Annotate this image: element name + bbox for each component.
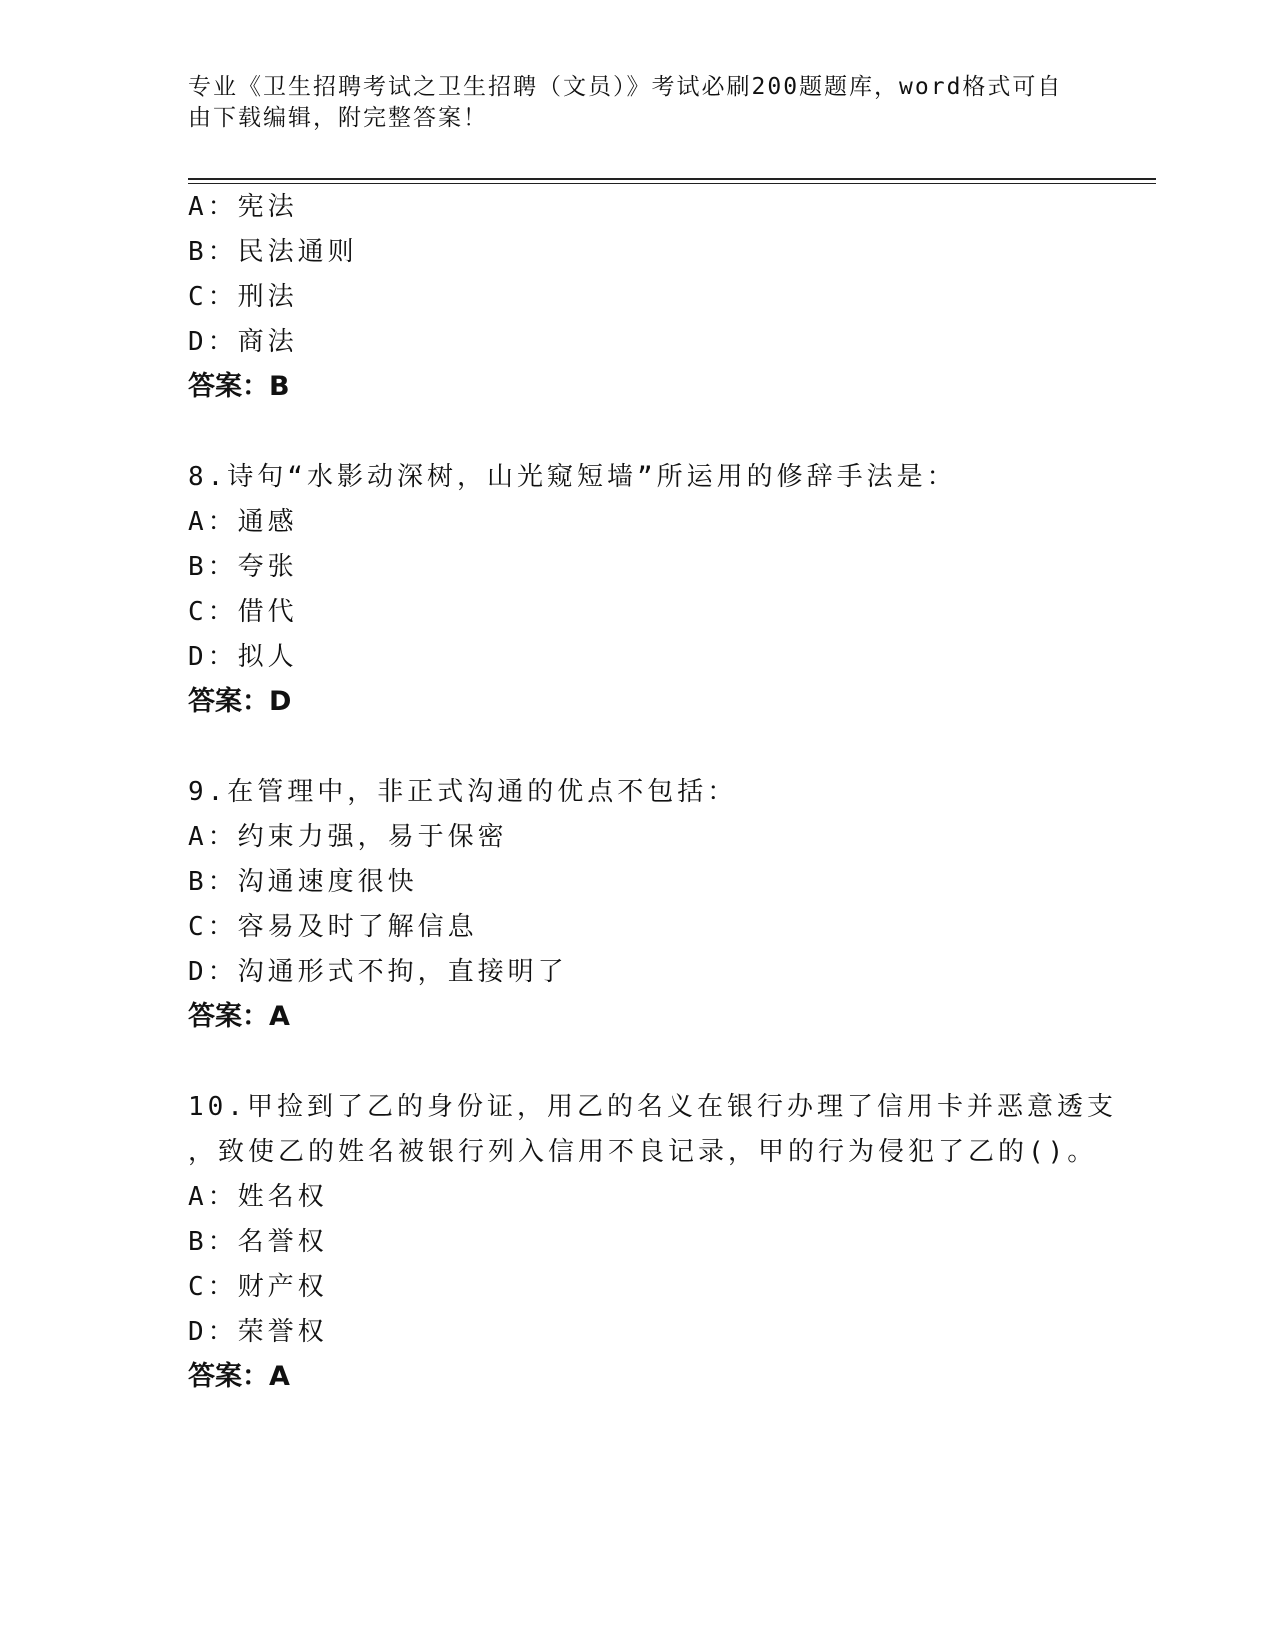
q8-option-a: A：通感 [188, 507, 298, 537]
q10-option-d: D：荣誉权 [188, 1317, 328, 1347]
prev-answer: 答案：B [188, 371, 290, 402]
prev-option-a: A：宪法 [188, 192, 298, 222]
q9-stem: 9.在管理中，非正式沟通的优点不包括： [188, 777, 738, 807]
q8-answer: 答案：D [188, 686, 292, 717]
q9-option-a: A：约束力强，易于保密 [188, 822, 508, 852]
q10-option-a: A：姓名权 [188, 1182, 328, 1212]
q8-option-d: D：拟人 [188, 642, 298, 672]
prev-option-c: C：刑法 [188, 282, 298, 312]
q8-stem: 8.诗句“水影动深树，山光窥短墙”所运用的修辞手法是： [188, 462, 957, 492]
prev-option-b: B：民法通则 [188, 237, 358, 267]
q10-stem-line-2: ，致使乙的姓名被银行列入信用不良记录，甲的行为侵犯了乙的()。 [188, 1137, 1098, 1167]
q10-answer: 答案：A [188, 1361, 290, 1392]
q10-option-c: C：财产权 [188, 1272, 328, 1302]
document-header [188, 72, 1088, 134]
header-divider-thick [188, 178, 1156, 180]
header-line-2: 由下载编辑，附完整答案！ [188, 105, 488, 131]
q8-option-b: B：夸张 [188, 552, 298, 582]
q9-answer: 答案：A [188, 1001, 290, 1032]
q10-stem-line-1: 10.甲捡到了乙的身份证，用乙的名义在银行办理了信用卡并恶意透支 [188, 1092, 1117, 1122]
header-line-1: 专业《卫生招聘考试之卫生招聘（文员）》考试必刷200题题库，word格式可自 [188, 74, 1063, 100]
q9-option-c: C：容易及时了解信息 [188, 912, 478, 942]
header-divider-thin [188, 183, 1156, 184]
q10-option-b: B：名誉权 [188, 1227, 328, 1257]
prev-option-d: D：商法 [188, 327, 298, 357]
q8-option-c: C：借代 [188, 597, 298, 627]
q9-option-d: D：沟通形式不拘，直接明了 [188, 957, 568, 987]
q9-option-b: B：沟通速度很快 [188, 867, 418, 897]
